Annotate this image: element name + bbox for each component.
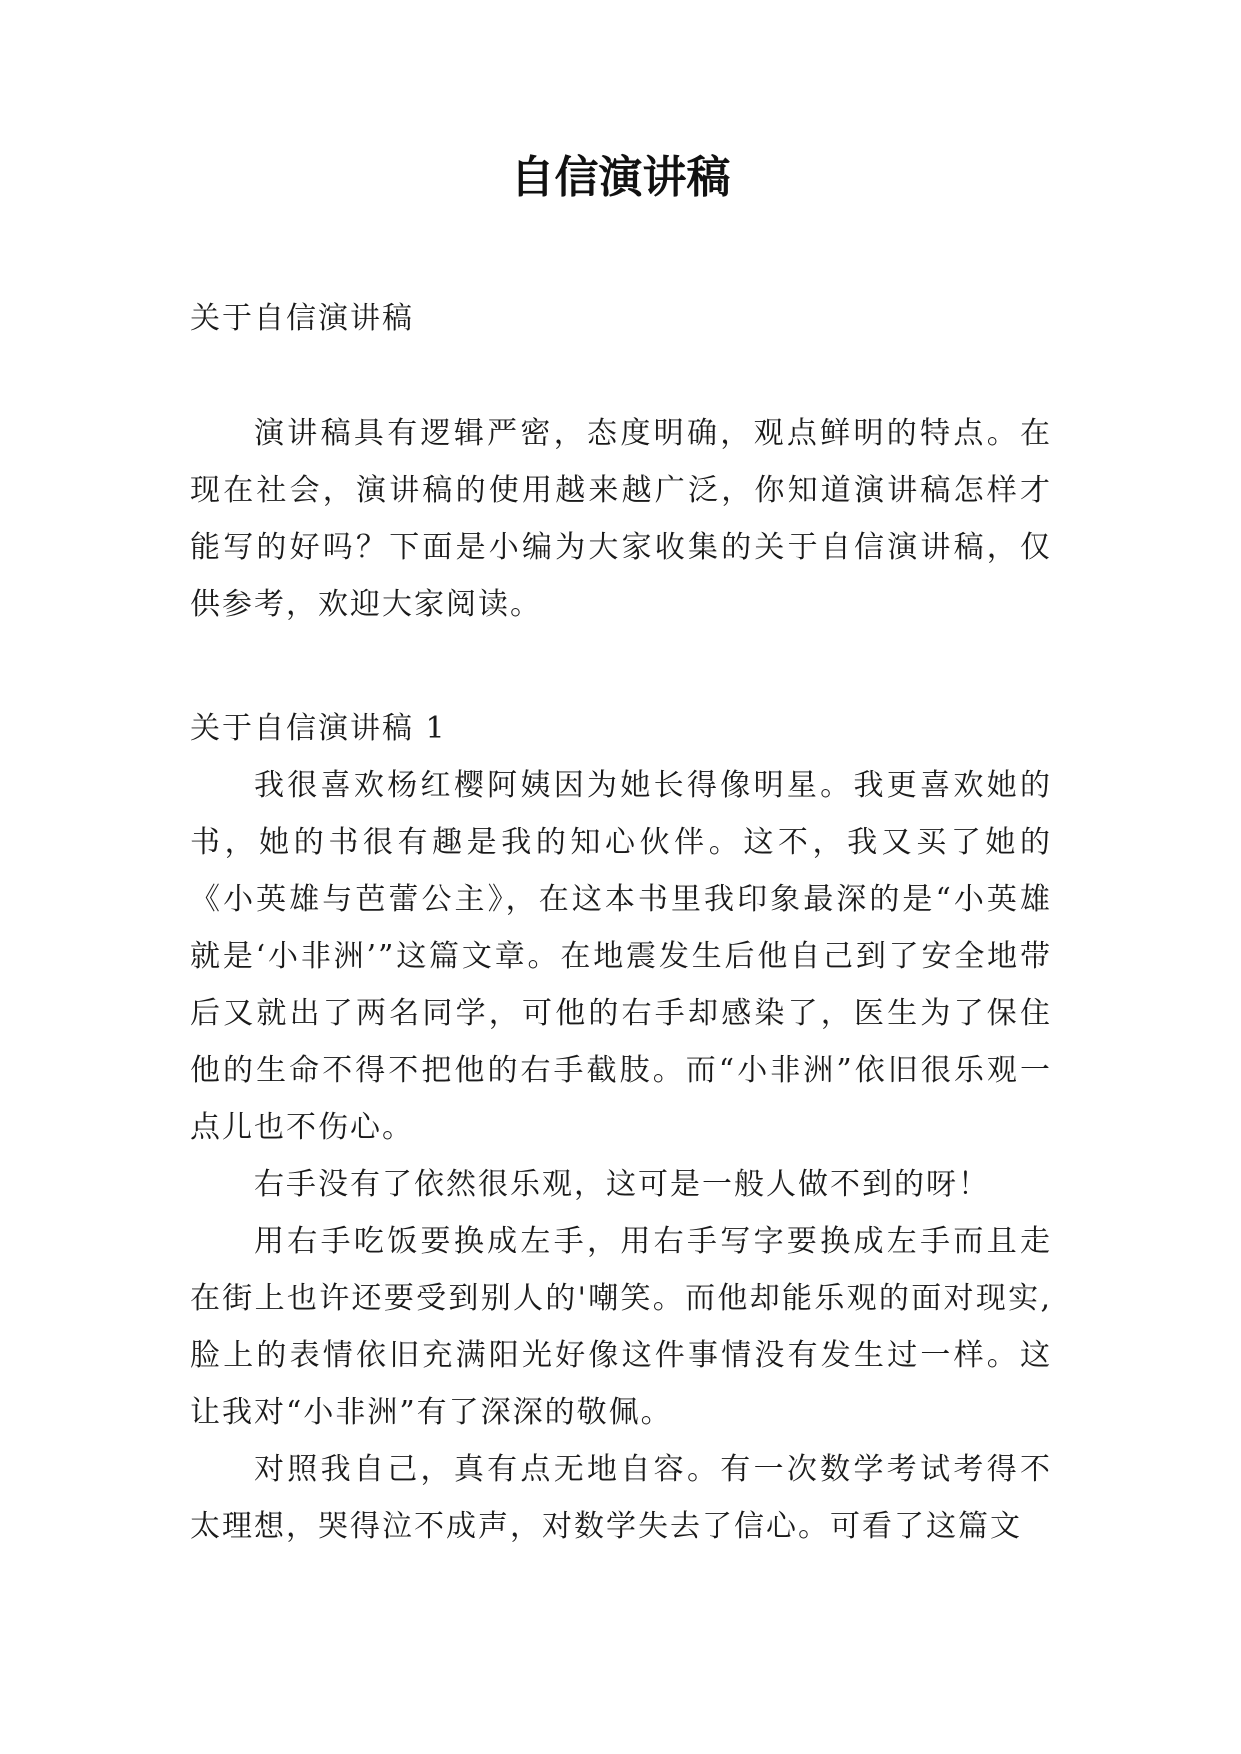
section-paragraph-2: 右手没有了依然很乐观，这可是一般人做不到的呀！: [254, 1167, 990, 1202]
section-heading: 关于自信演讲稿 1: [190, 711, 447, 746]
section-body: [190, 757, 1052, 1555]
section-paragraph-4: 对照我自己，真有点无地自容。有一次数学考试考得不太理想，哭得泣不成声，对数学失去了信心。可看了这篇文: [190, 1452, 1052, 1544]
document-subtitle: 关于自信演讲稿: [190, 301, 414, 336]
document-title: 自信演讲稿: [510, 152, 731, 203]
section-paragraph-3: 用右手吃饭要换成左手，用右手写字要换成左手而且走在街上也许还要受到别人的'嘲笑。而他却能乐观的面对现实,脸上的表情依旧充满阳光好像这件事情没有发生过一样。这让我对“小非洲”有了深深的敬佩。: [190, 1224, 1052, 1430]
intro-paragraph: 演讲稿具有逻辑严密，态度明确，观点鲜明的特点。在现在社会，演讲稿的使用越来越广泛，你知道演讲稿怎样才能写的好吗？下面是小编为大家收集的关于自信演讲稿，仅供参考，欢迎大家阅读。: [190, 416, 1052, 622]
section-paragraph-1: 我很喜欢杨红樱阿姨因为她长得像明星。我更喜欢她的书，她的书很有趣是我的知心伙伴。这不，我又买了她的《小英雄与芭蕾公主》，在这本书里我印象最深的是“小英雄就是‘小非洲’”这篇文章。在地震发生后他自己到了安全地带后又就出了两名同学，可他的右手却感染了，医生为了保住他的生命不得不把他的右手截肢。而“小非洲”依旧很乐观一点儿也不伤心。: [190, 768, 1052, 1145]
